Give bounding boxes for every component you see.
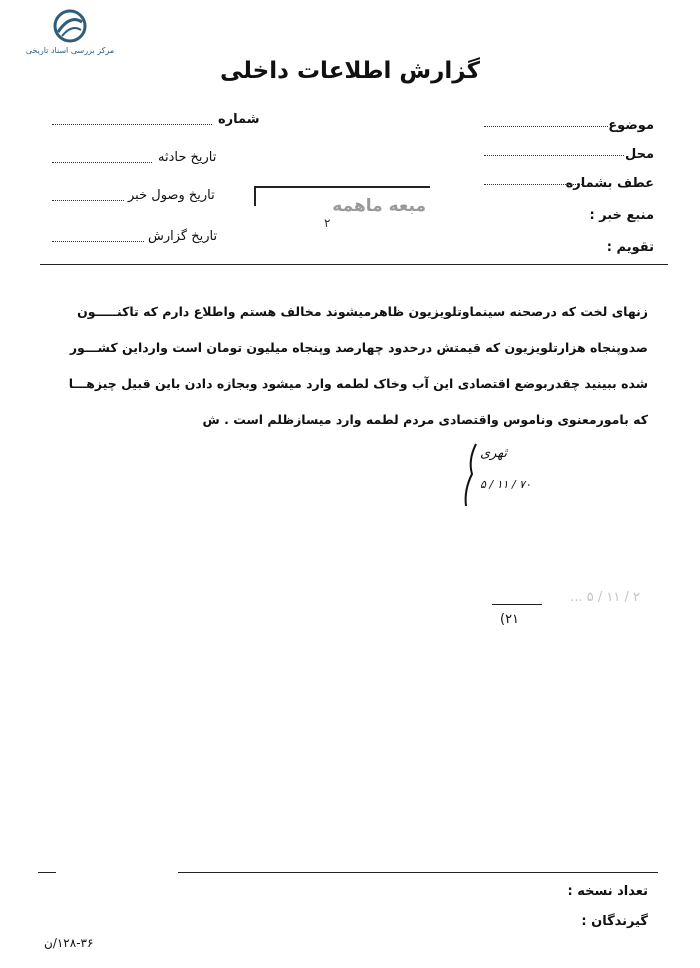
number-label: شماره [218,112,260,127]
body-line-2: صدوپنجاه هزارتلویزیون که قیمتش درحدود چهارصد وپنجاه میلیون تومان است وارداین کشـــور [69,340,648,355]
number-field [52,114,212,125]
subject-label: موضوع [608,118,654,133]
incident-date-field [52,152,152,163]
source-sub: ۲ [324,216,331,230]
archive-emblem-icon [48,8,92,44]
reference-field [484,174,584,185]
place-label: محل [624,147,654,162]
copies-label: تعداد نسخه : [567,884,648,899]
archive-logo [22,8,118,60]
logo-text: مرکز بررسی اسناد تاریخی [25,46,115,55]
signature-line-1: ثهری [480,446,507,461]
report-date-label: تاریخ گزارش [148,229,218,244]
place-field [484,145,624,156]
report-date-field [52,231,144,242]
header-separator [40,264,668,265]
document-code: ۱۲۸-۳۶/ن [44,936,94,950]
signature [454,440,534,510]
source-value: مبعه ماهمه [332,196,426,216]
footer-rule-right [178,872,658,873]
body-line-1: زنهای لخت که درصحنه سینماوتلویزیون ظاهرمیشوند مخالف هستم واطلاع دارم که تاکنـــــون [77,304,648,319]
receipt-date-label: تاریخ وصول خبر [128,188,215,203]
incident-date-label: تاریخ حادثه [158,150,217,165]
faded-annotation: ۲ / ۱۱ / ۵ ... [570,590,640,605]
receipt-date-field [52,190,124,201]
subject-field [484,116,608,127]
annotation-underline [492,604,542,605]
reference-label: عطف بشماره [565,176,654,191]
recipients-label: گیرندگان : [581,914,648,929]
calendar-label: تقویم : [606,240,654,255]
footer-rule-left [38,872,56,873]
annotation-number: (۲۱ [500,612,520,627]
source-label: منبع خبر : [589,208,654,223]
body-line-3: شده ببینید چقدربوضع اقتصادی این آب وخاک لطمه وارد میشود وبجازه دادن باین قبیل چیزهـــا [68,376,648,391]
signature-line-2: ۵ / ۱۱ / ۷۰ [480,478,531,491]
page-title: گزارش اطلاعات داخلی [220,58,480,84]
body-line-4: که بامورمعنوی وناموس واقتصادی مردم لطمه وارد میسازظلم است . ش [202,412,648,427]
source-value-box [254,186,434,232]
